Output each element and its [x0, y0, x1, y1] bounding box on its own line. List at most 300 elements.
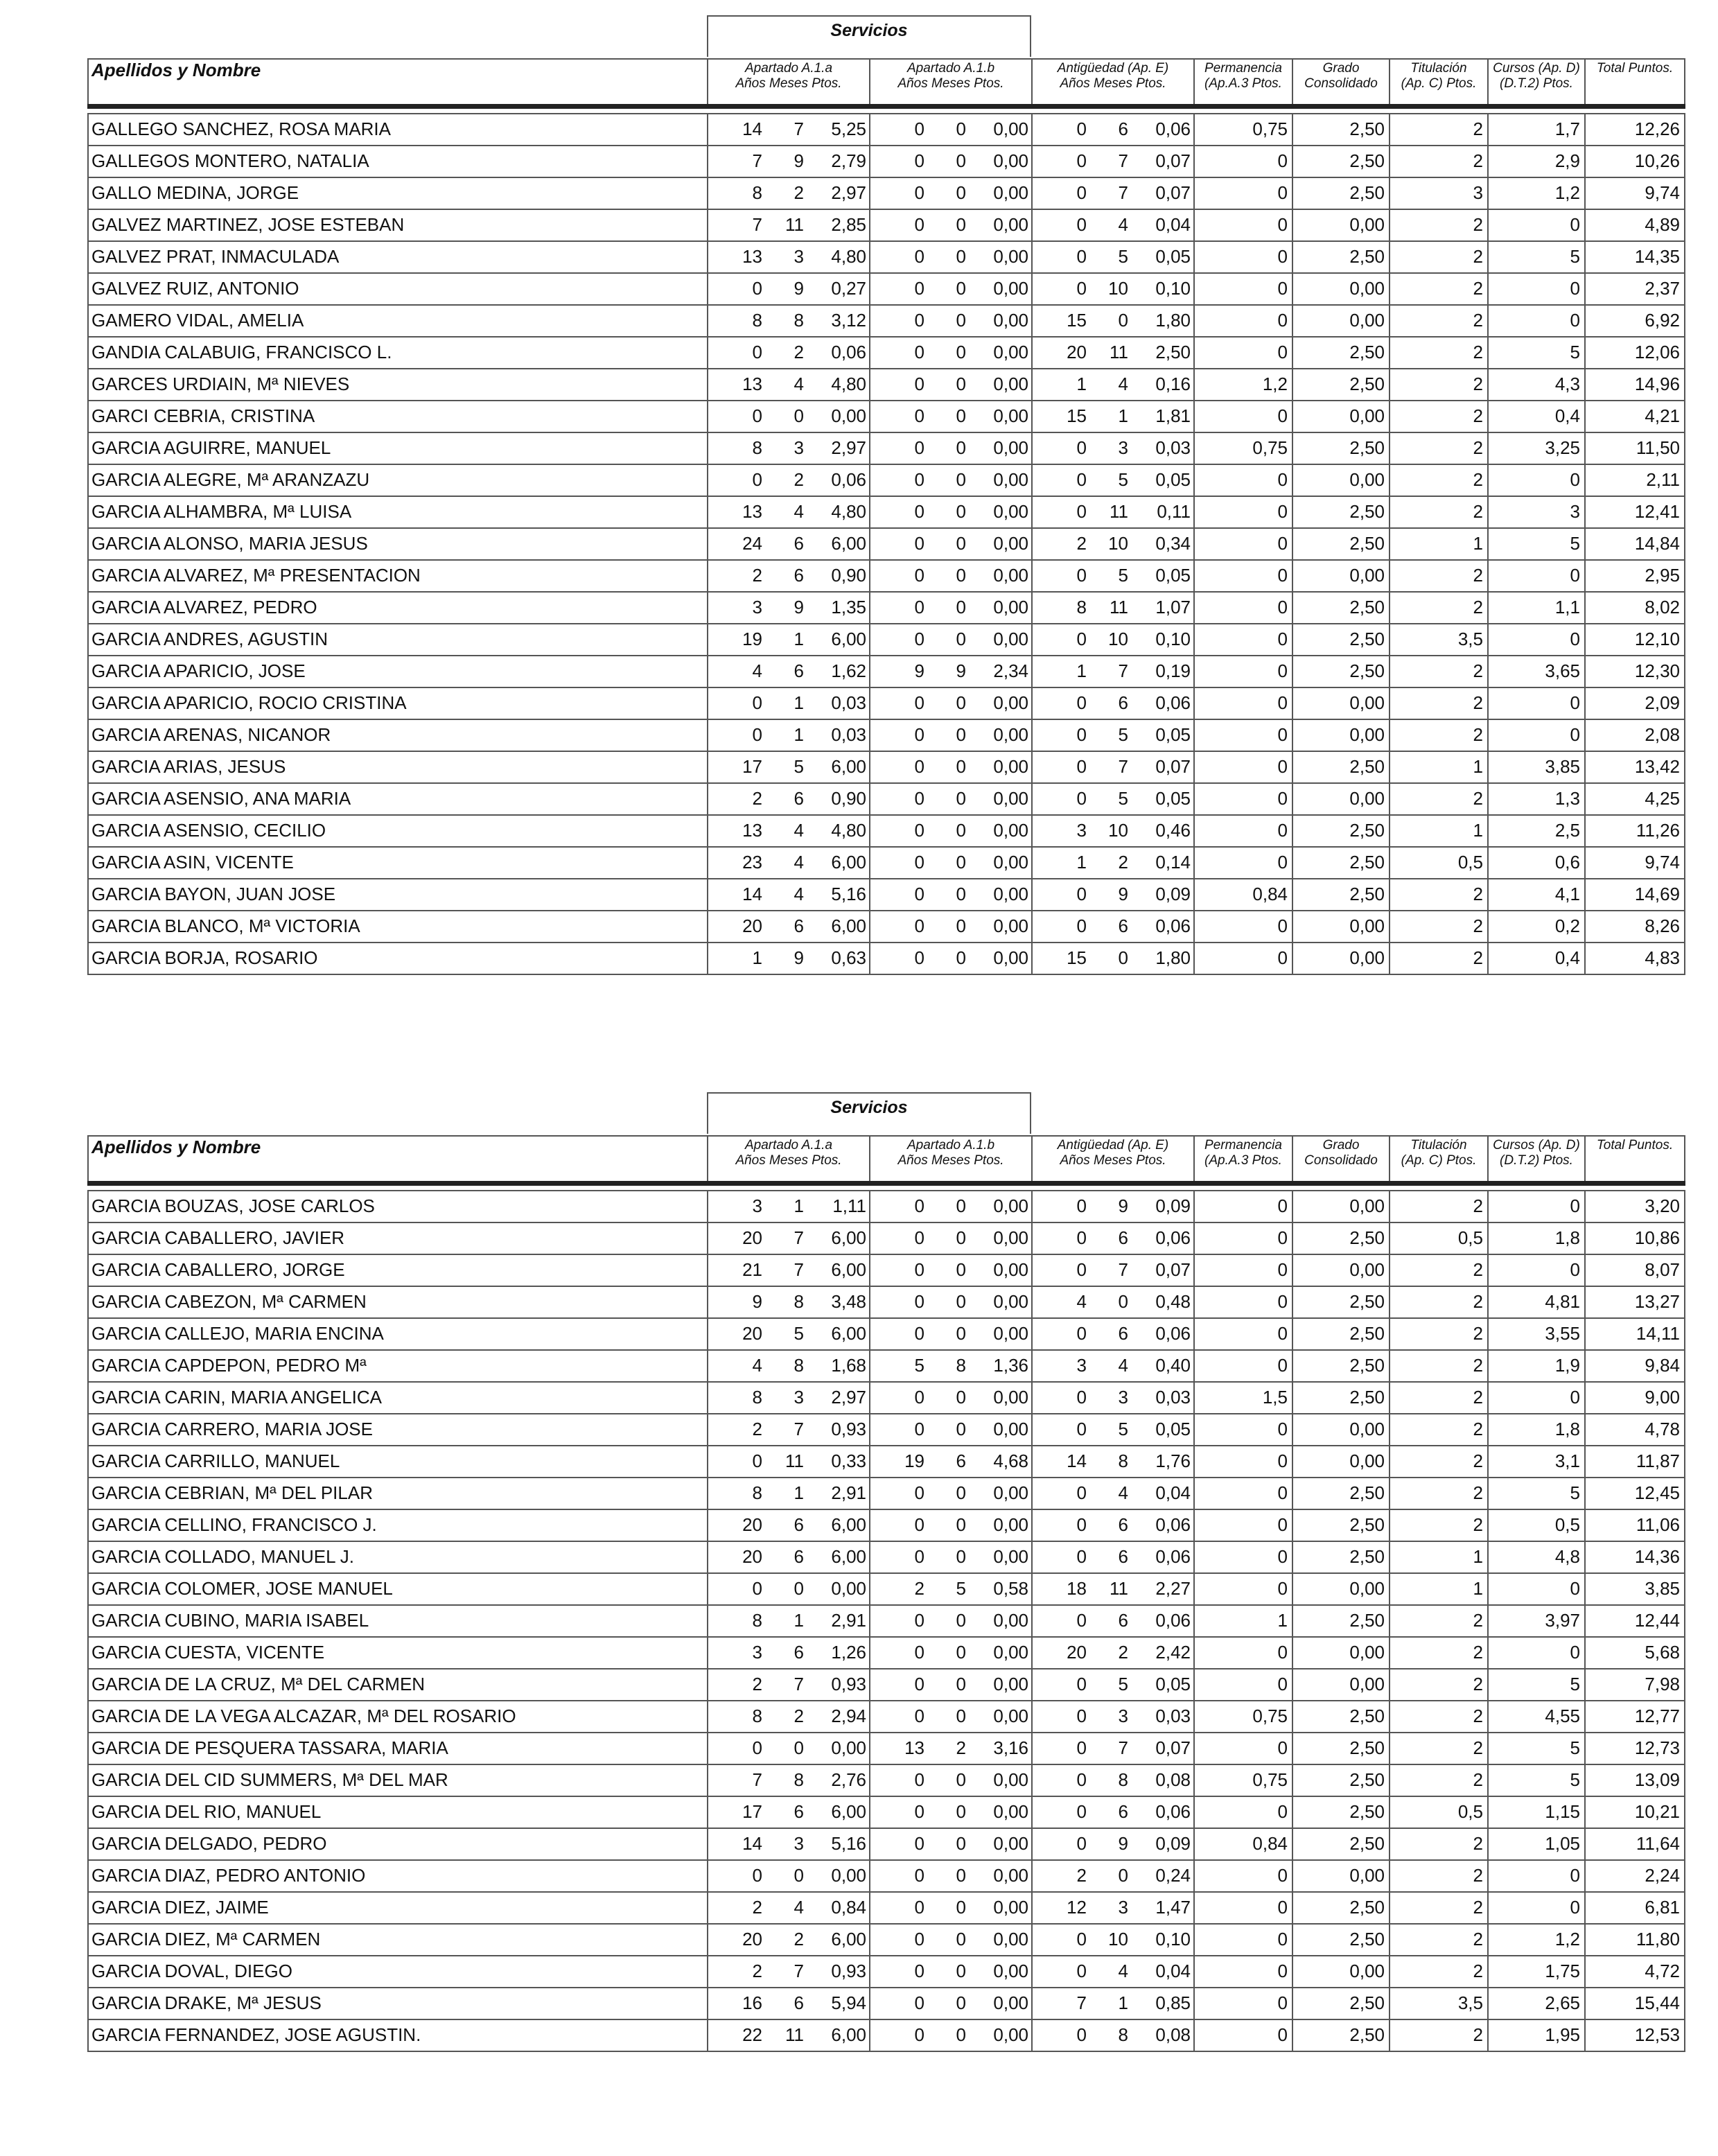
a1b-cell [870, 241, 1032, 273]
permanencia-cell: 0 [1194, 1478, 1292, 1509]
cursos-cell: 0,4 [1488, 943, 1585, 974]
antiguedad-cell [1032, 943, 1194, 974]
a1b-cell [870, 1382, 1032, 1414]
points: 3,16 [993, 1737, 1028, 1758]
permanencia-cell: 0 [1194, 1541, 1292, 1573]
cursos-cell: 3,25 [1488, 432, 1585, 464]
years: 0 [1076, 278, 1087, 299]
years: 0 [914, 214, 924, 235]
employee-name: GALVEZ MARTINEZ, JOSE ESTEBAN [88, 209, 708, 241]
employee-name: GARCIA DE LA VEGA ALCAZAR, Mª DEL ROSARIO [88, 1701, 708, 1733]
years: 0 [914, 342, 924, 362]
cursos-cell: 5 [1488, 1733, 1585, 1764]
grado-cell: 2,50 [1292, 241, 1390, 273]
employee-name: GARCIA ALVAREZ, Mª PRESENTACION [88, 560, 708, 592]
points: 0,05 [1155, 469, 1191, 490]
months: 6 [1118, 1610, 1128, 1631]
titulacion-cell: 2 [1390, 114, 1488, 146]
points: 6,00 [831, 629, 866, 649]
points: 1,81 [1155, 405, 1191, 426]
years: 0 [914, 1610, 924, 1631]
employee-name: GARCIA CAPDEPON, PEDRO Mª [88, 1350, 708, 1382]
years: 0 [752, 342, 762, 362]
points: 4,80 [831, 501, 866, 522]
years: 0 [1076, 1546, 1087, 1567]
years: 15 [1067, 310, 1087, 331]
years: 13 [904, 1737, 924, 1758]
months: 7 [1118, 150, 1128, 171]
points: 0,00 [993, 565, 1028, 586]
cursos-cell: 4,81 [1488, 1286, 1585, 1318]
a1b-cell [870, 783, 1032, 815]
antiguedad-cell [1032, 496, 1194, 528]
total-cell: 8,26 [1585, 911, 1685, 943]
points: 0,00 [993, 2024, 1028, 2045]
table-row [88, 401, 1685, 432]
years: 0 [1076, 214, 1087, 235]
permanencia-cell: 0 [1194, 1318, 1292, 1350]
points: 0,27 [831, 278, 866, 299]
years: 0 [914, 246, 924, 267]
titulacion-cell: 2 [1390, 496, 1488, 528]
points: 0,07 [1155, 150, 1191, 171]
antiguedad-cell [1032, 1509, 1194, 1541]
employee-name: GARCIA ANDRES, AGUSTIN [88, 624, 708, 656]
points: 0,04 [1155, 214, 1191, 235]
cursos-cell: 1,8 [1488, 1414, 1585, 1446]
table-row [88, 2019, 1685, 2051]
months: 0 [956, 533, 966, 554]
a1b-cell [870, 1286, 1032, 1318]
points: 0,04 [1155, 1482, 1191, 1503]
months: 1 [794, 1195, 804, 1216]
months: 8 [794, 1291, 804, 1312]
antiguedad-cell [1032, 911, 1194, 943]
months: 0 [956, 1195, 966, 1216]
years: 0 [1076, 182, 1087, 203]
cursos-cell: 4,3 [1488, 369, 1585, 401]
total-cell: 3,85 [1585, 1573, 1685, 1605]
years: 0 [752, 1578, 762, 1599]
total-cell: 3,20 [1585, 1191, 1685, 1222]
months: 11 [1110, 597, 1128, 617]
points: 0,10 [1155, 278, 1191, 299]
points: 6,00 [831, 1227, 866, 1248]
total-cell: 9,74 [1585, 177, 1685, 209]
total-cell: 10,86 [1585, 1222, 1685, 1254]
years: 0 [752, 692, 762, 713]
years: 2 [752, 565, 762, 586]
grado-cell: 0,00 [1292, 464, 1390, 496]
scores-table [87, 58, 1685, 975]
a1a-cell [708, 1191, 870, 1222]
years: 14 [742, 119, 762, 139]
total-cell: 12,06 [1585, 337, 1685, 369]
years: 1 [1076, 852, 1087, 873]
months: 3 [794, 246, 804, 267]
a1b-cell [870, 815, 1032, 847]
table-row [88, 879, 1685, 911]
months: 6 [794, 565, 804, 586]
years: 20 [742, 915, 762, 936]
years: 0 [914, 629, 924, 649]
years: 0 [1076, 246, 1087, 267]
table-row [88, 1350, 1685, 1382]
points: 0,90 [831, 565, 866, 586]
permanencia-cell: 1 [1194, 1605, 1292, 1637]
grado-cell: 0,00 [1292, 1860, 1390, 1892]
months: 0 [956, 2024, 966, 2045]
points: 2,91 [831, 1610, 866, 1631]
points: 6,00 [831, 1259, 866, 1280]
total-cell: 4,89 [1585, 209, 1685, 241]
a1b-cell [870, 751, 1032, 783]
years: 7 [1076, 1992, 1087, 2013]
years: 0 [914, 884, 924, 904]
cursos-cell: 5 [1488, 241, 1585, 273]
antiguedad-cell [1032, 1191, 1194, 1222]
permanencia-cell: 0 [1194, 815, 1292, 847]
employee-name: GARCIA ASIN, VICENTE [88, 847, 708, 879]
years: 0 [752, 405, 762, 426]
months: 7 [794, 1259, 804, 1280]
employee-name: GARCIA ALVAREZ, PEDRO [88, 592, 708, 624]
points: 6,00 [831, 1514, 866, 1535]
antiguedad-cell [1032, 783, 1194, 815]
years: 19 [904, 1451, 924, 1471]
years: 2 [914, 1578, 924, 1599]
years: 0 [914, 597, 924, 617]
titulacion-cell: 0,5 [1390, 847, 1488, 879]
months: 0 [956, 884, 966, 904]
years: 0 [1076, 1737, 1087, 1758]
titulacion-cell: 0,5 [1390, 1222, 1488, 1254]
permanencia-cell: 0 [1194, 1637, 1292, 1669]
permanencia-cell: 0 [1194, 177, 1292, 209]
points: 0,03 [1155, 1387, 1191, 1408]
titulacion-cell: 2 [1390, 401, 1488, 432]
years: 22 [742, 2024, 762, 2045]
titulacion-cell: 1 [1390, 1573, 1488, 1605]
total-cell: 2,37 [1585, 273, 1685, 305]
total-cell: 13,42 [1585, 751, 1685, 783]
total-cell: 12,41 [1585, 496, 1685, 528]
months: 0 [956, 947, 966, 968]
cursos-cell: 1,15 [1488, 1796, 1585, 1828]
cursos-cell: 0,2 [1488, 911, 1585, 943]
points: 1,07 [1155, 597, 1191, 617]
employee-name: GARCIA FERNANDEZ, JOSE AGUSTIN. [88, 2019, 708, 2051]
total-cell: 4,78 [1585, 1414, 1685, 1446]
antiguedad-cell [1032, 1637, 1194, 1669]
years: 0 [914, 182, 924, 203]
antiguedad-cell [1032, 847, 1194, 879]
employee-name: GARCIA ALHAMBRA, Mª LUISA [88, 496, 708, 528]
months: 2 [794, 1929, 804, 1949]
months: 0 [1118, 310, 1128, 331]
a1b-cell [870, 337, 1032, 369]
table-row [88, 560, 1685, 592]
years: 0 [914, 1227, 924, 1248]
points: 0,03 [831, 724, 866, 745]
titulacion-cell: 2 [1390, 1191, 1488, 1222]
years: 0 [914, 756, 924, 777]
total-cell: 12,53 [1585, 2019, 1685, 2051]
table-row [88, 751, 1685, 783]
antiguedad-cell [1032, 369, 1194, 401]
employee-name: GARCIA BOUZAS, JOSE CARLOS [88, 1191, 708, 1222]
years: 0 [1076, 1227, 1087, 1248]
cursos-cell: 1,1 [1488, 592, 1585, 624]
years: 0 [1076, 692, 1087, 713]
table-row [88, 1892, 1685, 1924]
months: 8 [1118, 2024, 1128, 2045]
table-row [88, 1860, 1685, 1892]
total-cell: 14,36 [1585, 1541, 1685, 1573]
points: 0,00 [831, 405, 866, 426]
months: 10 [1108, 629, 1128, 649]
months: 9 [794, 150, 804, 171]
a1b-cell [870, 1988, 1032, 2019]
cursos-cell: 1,2 [1488, 1924, 1585, 1956]
permanencia-cell: 0 [1194, 1414, 1292, 1446]
table-row [88, 1541, 1685, 1573]
months: 5 [1118, 724, 1128, 745]
employee-name: GARCIA DOVAL, DIEGO [88, 1956, 708, 1988]
months: 7 [1118, 1259, 1128, 1280]
years: 16 [742, 1992, 762, 2013]
a1b-cell [870, 1573, 1032, 1605]
total-cell: 13,09 [1585, 1764, 1685, 1796]
years: 0 [914, 1961, 924, 1981]
permanencia-cell: 0 [1194, 1669, 1292, 1701]
a1a-cell [708, 815, 870, 847]
months: 0 [956, 1546, 966, 1567]
months: 6 [1118, 1514, 1128, 1535]
total-cell: 2,08 [1585, 719, 1685, 751]
permanencia-cell: 0 [1194, 337, 1292, 369]
permanencia-cell: 0 [1194, 656, 1292, 687]
grado-cell: 2,50 [1292, 1350, 1390, 1382]
months: 6 [794, 1642, 804, 1663]
points: 1,80 [1155, 310, 1191, 331]
a1b-cell [870, 1637, 1032, 1669]
permanencia-cell: 0 [1194, 1956, 1292, 1988]
years: 0 [914, 1546, 924, 1567]
points: 0,00 [993, 1865, 1028, 1886]
years: 7 [752, 150, 762, 171]
cursos-cell: 0 [1488, 305, 1585, 337]
titulacion-cell: 1 [1390, 528, 1488, 560]
months: 4 [794, 852, 804, 873]
points: 0,00 [993, 214, 1028, 235]
points: 4,68 [993, 1451, 1028, 1471]
points: 0,00 [993, 692, 1028, 713]
points: 2,79 [831, 150, 866, 171]
employee-name: GARCIA APARICIO, JOSE [88, 656, 708, 687]
months: 6 [794, 788, 804, 809]
grado-cell: 0,00 [1292, 401, 1390, 432]
months: 0 [956, 756, 966, 777]
a1a-cell [708, 1222, 870, 1254]
points: 0,00 [993, 1419, 1028, 1439]
cursos-cell: 0,5 [1488, 1509, 1585, 1541]
months: 8 [956, 1355, 966, 1376]
employee-name: GARCIA COLLADO, MANUEL J. [88, 1541, 708, 1573]
permanencia-cell: 0 [1194, 1350, 1292, 1382]
points: 0,00 [993, 278, 1028, 299]
points: 0,04 [1155, 1961, 1191, 1981]
cursos-cell: 3,85 [1488, 751, 1585, 783]
table-row [88, 1509, 1685, 1541]
years: 2 [1076, 533, 1087, 554]
a1a-cell [708, 687, 870, 719]
total-cell: 11,80 [1585, 1924, 1685, 1956]
years: 0 [914, 1323, 924, 1344]
titulacion-cell: 2 [1390, 1382, 1488, 1414]
cursos-cell: 3 [1488, 496, 1585, 528]
titulacion-cell: 2 [1390, 1733, 1488, 1764]
points: 2,97 [831, 437, 866, 458]
months: 11 [1110, 342, 1128, 362]
months: 8 [794, 1769, 804, 1790]
grado-cell: 0,00 [1292, 273, 1390, 305]
total-cell: 4,83 [1585, 943, 1685, 974]
points: 1,47 [1155, 1897, 1191, 1918]
points: 2,91 [831, 1482, 866, 1503]
a1b-cell [870, 592, 1032, 624]
permanencia-cell: 0 [1194, 751, 1292, 783]
total-cell: 11,87 [1585, 1446, 1685, 1478]
years: 0 [1076, 1706, 1087, 1726]
cursos-cell: 4,8 [1488, 1541, 1585, 1573]
months: 9 [794, 278, 804, 299]
employee-name: GARCIA CARIN, MARIA ANGELICA [88, 1382, 708, 1414]
a1a-cell [708, 1892, 870, 1924]
years: 20 [742, 1323, 762, 1344]
permanencia-cell: 0 [1194, 1191, 1292, 1222]
points: 0,00 [993, 501, 1028, 522]
employee-name: GARCIA ALONSO, MARIA JESUS [88, 528, 708, 560]
months: 11 [785, 1451, 804, 1471]
employee-name: GARCIA CABEZON, Mª CARMEN [88, 1286, 708, 1318]
employee-name: GARCIA ARIAS, JESUS [88, 751, 708, 783]
years: 19 [742, 629, 762, 649]
table-row [88, 1414, 1685, 1446]
points: 0,07 [1155, 1737, 1191, 1758]
total-cell: 6,92 [1585, 305, 1685, 337]
employee-name: GARCIA DEL CID SUMMERS, Mª DEL MAR [88, 1764, 708, 1796]
grado-cell: 2,50 [1292, 1382, 1390, 1414]
permanencia-cell: 0 [1194, 1988, 1292, 2019]
points: 0,00 [993, 1929, 1028, 1949]
cursos-cell: 0 [1488, 464, 1585, 496]
years: 2 [752, 1674, 762, 1694]
months: 10 [1108, 1929, 1128, 1949]
months: 0 [956, 1323, 966, 1344]
points: 0,00 [993, 1387, 1028, 1408]
years: 8 [752, 1610, 762, 1631]
antiguedad-cell [1032, 1254, 1194, 1286]
total-cell: 11,50 [1585, 432, 1685, 464]
years: 13 [742, 374, 762, 394]
total-cell: 12,73 [1585, 1733, 1685, 1764]
table-row [88, 177, 1685, 209]
points: 4,80 [831, 246, 866, 267]
months: 1 [794, 629, 804, 649]
cursos-cell: 0 [1488, 1191, 1585, 1222]
a1b-cell [870, 114, 1032, 146]
permanencia-cell: 0,75 [1194, 114, 1292, 146]
years: 0 [1076, 1419, 1087, 1439]
months: 0 [794, 1737, 804, 1758]
a1b-cell [870, 1796, 1032, 1828]
total-cell: 13,27 [1585, 1286, 1685, 1318]
years: 0 [914, 533, 924, 554]
points: 0,09 [1155, 884, 1191, 904]
table-row [88, 114, 1685, 146]
grado-header: Grado Consolidado [1292, 59, 1390, 107]
points: 0,19 [1155, 660, 1191, 681]
points: 0,34 [1155, 533, 1191, 554]
years: 0 [914, 915, 924, 936]
header-separator [88, 107, 1685, 114]
a1b-cell [870, 1733, 1032, 1764]
employee-name: GANDIA CALABUIG, FRANCISCO L. [88, 337, 708, 369]
years: 7 [752, 214, 762, 235]
a1a-cell [708, 1509, 870, 1541]
months: 0 [794, 1865, 804, 1886]
table-row [88, 719, 1685, 751]
total-cell: 9,84 [1585, 1350, 1685, 1382]
months: 0 [956, 852, 966, 873]
cursos-cell: 4,55 [1488, 1701, 1585, 1733]
years: 0 [1076, 1482, 1087, 1503]
a1b-cell [870, 1222, 1032, 1254]
years: 0 [914, 374, 924, 394]
years: 0 [914, 947, 924, 968]
years: 2 [752, 1419, 762, 1439]
antiguedad-cell [1032, 1446, 1194, 1478]
points: 2,97 [831, 182, 866, 203]
years: 0 [1076, 1833, 1087, 1854]
years: 0 [914, 1674, 924, 1694]
total-cell: 2,95 [1585, 560, 1685, 592]
a1b-cell [870, 273, 1032, 305]
titulacion-cell: 2 [1390, 1414, 1488, 1446]
years: 0 [1076, 629, 1087, 649]
a1a-cell [708, 2019, 870, 2051]
months: 11 [785, 214, 804, 235]
employee-name: GARCIA BORJA, ROSARIO [88, 943, 708, 974]
points: 0,58 [993, 1578, 1028, 1599]
a1a-cell [708, 209, 870, 241]
total-cell: 14,11 [1585, 1318, 1685, 1350]
months: 9 [794, 597, 804, 617]
months: 3 [794, 1387, 804, 1408]
titulacion-cell: 2 [1390, 369, 1488, 401]
points: 0,46 [1155, 820, 1191, 841]
grado-cell: 0,00 [1292, 560, 1390, 592]
a1b-header: Apartado A.1.b Años Meses Ptos. [870, 59, 1032, 107]
table-row [88, 273, 1685, 305]
servicios-header: Servicios [707, 15, 1031, 57]
years: 13 [742, 246, 762, 267]
employee-name: GARCIA COLOMER, JOSE MANUEL [88, 1573, 708, 1605]
months: 0 [956, 1961, 966, 1981]
a1a-cell [708, 1350, 870, 1382]
points: 0,00 [993, 342, 1028, 362]
